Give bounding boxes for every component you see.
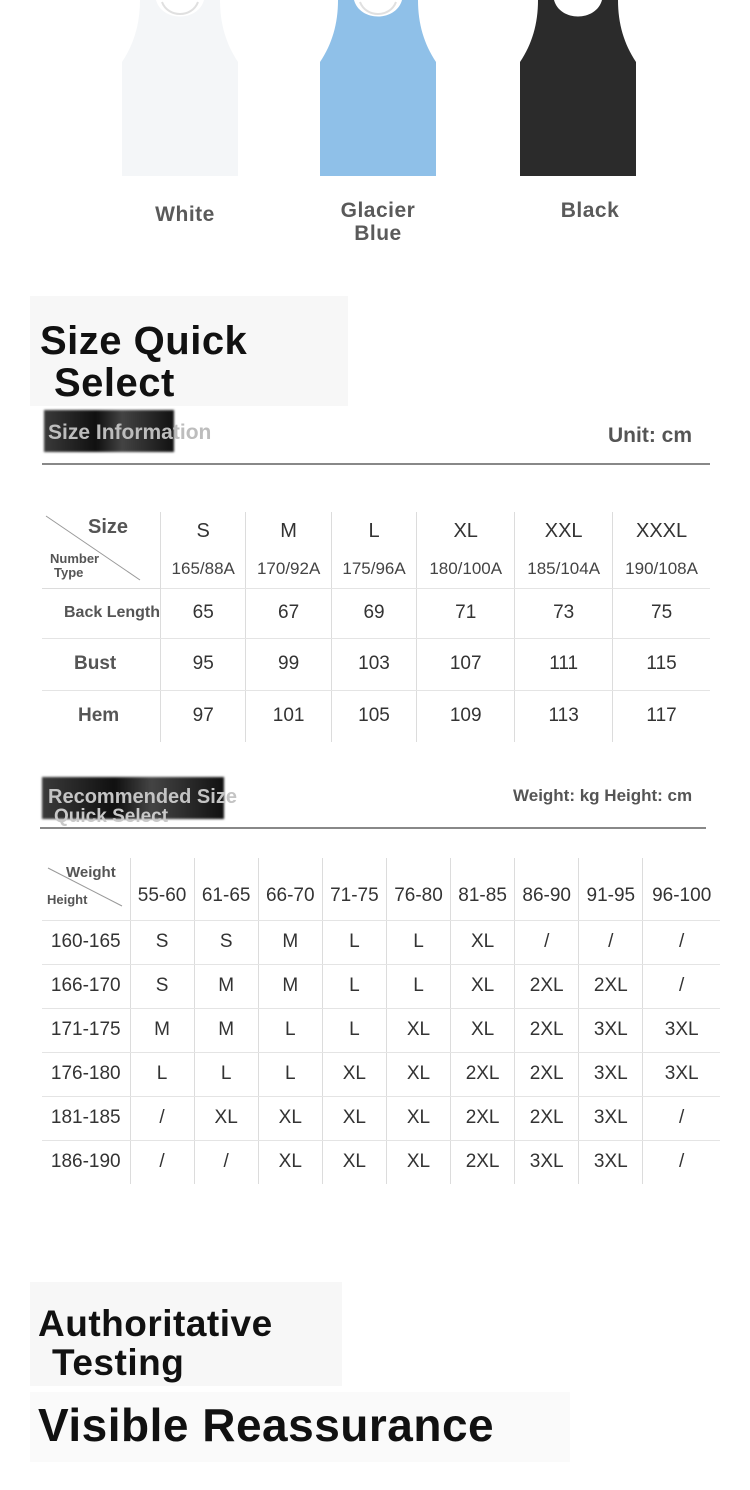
size-cell: / [643,964,720,1008]
measurement-cell: 97 [161,690,246,742]
number-type-cell: 180/100A [417,550,515,588]
size-cell: 3XL [579,1008,643,1052]
size-cell: / [194,1140,258,1184]
measurement-cell: 99 [246,638,331,690]
table-row [42,588,710,638]
table-row [42,1008,720,1052]
number-type-cell: 175/96A [331,550,416,588]
color-label-glacier: Glacier [340,199,416,222]
weight-header-cell: 81-85 [451,858,515,920]
size-cell: L [386,964,450,1008]
visible-reassurance-title: Visible Reassurance [38,1399,495,1451]
size-cell: / [130,1140,194,1184]
size-cell: 3XL [643,1052,720,1096]
color-label-blue: Blue [354,222,402,245]
authoritative-testing-title [38,1304,273,1382]
size-cell: XL [386,1052,450,1096]
size-cell: L [258,1008,322,1052]
measurement-cell: 95 [161,638,246,690]
size-cell: L [322,964,386,1008]
recommended-size-table [42,858,720,1184]
height-label-cell: 160-165 [42,920,130,964]
testing-title-line-1: Authoritative [38,1303,273,1344]
row-label-back-length: Back Length [42,588,161,638]
size-cell: XL [386,1008,450,1052]
size-header-cell: S [161,512,246,550]
corner-number-text: Number [50,551,100,566]
testing-title-line-2: Testing [52,1342,185,1383]
size-table-corner [42,512,161,588]
size-cell: 3XL [579,1140,643,1184]
number-type-cell: 185/104A [515,550,613,588]
size-cell: 2XL [515,1052,579,1096]
height-label-cell: 186-190 [42,1140,130,1184]
corner-height-label: Height [47,892,88,907]
size-cell: XL [258,1096,322,1140]
size-cell: 3XL [515,1140,579,1184]
size-cell: 2XL [451,1052,515,1096]
size-cell: L [322,920,386,964]
white-tank-top-icon [122,0,238,176]
size-cell: XL [451,920,515,964]
size-header-cell: M [246,512,331,550]
size-cell: M [194,964,258,1008]
weight-header-cell: 76-80 [386,858,450,920]
black-tank-top-image [520,0,636,176]
size-cell: S [130,964,194,1008]
size-cell: L [194,1052,258,1096]
size-header-cell: XL [417,512,515,550]
color-label-glacier-blue [318,199,438,245]
corner-weight-label: Weight [66,864,116,881]
blue-tank-top-icon [320,0,436,176]
size-cell: / [643,1096,720,1140]
row-label-bust: Bust [42,638,161,690]
number-type-cell: 165/88A [161,550,246,588]
measurement-cell: 67 [246,588,331,638]
size-cell: / [515,920,579,964]
weight-header-cell: 61-65 [194,858,258,920]
size-cell: M [130,1008,194,1052]
measurement-cell: 113 [515,690,613,742]
measurement-cell: 105 [331,690,416,742]
number-type-cell: 190/108A [613,550,710,588]
size-cell: S [194,920,258,964]
weight-height-unit-label: Weight: kg Height: cm [513,786,693,805]
table-row [42,638,710,690]
number-type-cell: 170/92A [246,550,331,588]
title-line-1: Size Quick [40,319,248,363]
size-cell: XL [322,1096,386,1140]
weight-header-cell: 66-70 [258,858,322,920]
height-label-cell: 181-185 [42,1096,130,1140]
color-label-white: White [155,203,215,226]
measurement-cell: 115 [613,638,710,690]
size-cell: / [643,920,720,964]
size-cell: / [679,1151,685,1173]
blue-tank-top-image [320,0,436,176]
size-cell: / [579,920,643,964]
unit-label: Unit: cm [608,424,692,447]
black-tank-top-icon [520,0,636,176]
size-cell: 2XL [515,964,579,1008]
measurement-cell: 65 [161,588,246,638]
measurement-cell: 73 [515,588,613,638]
table-row [42,690,710,742]
table-row [42,920,720,964]
size-cell: XL [386,1096,450,1140]
rec-table-corner [42,858,130,920]
measurement-cell: 103 [331,638,416,690]
table-row [42,1140,720,1184]
size-cell: 2XL [515,1096,579,1140]
height-label-cell: 171-175 [42,1008,130,1052]
table-row [42,1052,720,1096]
size-information-label: Size Information [48,421,212,444]
size-cell: 3XL [579,1096,643,1140]
recommended-divider [40,827,706,829]
table-row [42,964,720,1008]
corner-type-text: Type [54,565,84,580]
title-line-2: Select [54,361,175,405]
size-cell: 2XL [579,964,643,1008]
height-label-cell: 176-180 [42,1052,130,1096]
corner-size-label: Size [88,516,129,538]
size-cell: / [130,1096,194,1140]
measurement-cell: 107 [417,638,515,690]
size-cell: 3XL [643,1008,720,1052]
recommended-size-label: Recommended Size [48,786,237,808]
table-row [42,1096,720,1140]
measurement-cell: 117 [646,705,677,727]
measurement-cell: 111 [515,638,613,690]
size-cell: M [194,1008,258,1052]
white-tank-top-image [122,0,238,176]
size-cell: M [258,964,322,1008]
size-cell: S [130,920,194,964]
weight-header-cell: 86-90 [515,858,579,920]
color-label-black: Black [560,199,620,222]
size-cell: XL [194,1096,258,1140]
size-cell: XL [322,1052,386,1096]
weight-header-cell: 96-100 [643,858,720,920]
row-label-hem: Hem [42,690,161,742]
recommended-sublabel: Quick Select [54,806,169,827]
corner-number-label [50,552,99,580]
size-cell: XL [258,1140,322,1184]
size-cell: L [322,1008,386,1052]
measurement-cell: 71 [417,588,515,638]
height-label-cell: 166-170 [42,964,130,1008]
size-cell: L [130,1052,194,1096]
weight-header-cell: 55-60 [130,858,194,920]
weight-header-cell: 91-95 [579,858,643,920]
size-cell: XL [386,1140,450,1184]
measurement-cell: 69 [331,588,416,638]
measurement-cell: 101 [246,690,331,742]
size-cell: 2XL [451,1096,515,1140]
measurement-cell: 75 [613,588,710,638]
size-header-cell: XXL [515,512,613,550]
size-table [42,512,710,742]
size-cell: XL [451,964,515,1008]
size-cell: XL [322,1140,386,1184]
size-cell: XL [451,1008,515,1052]
weight-header-cell: 71-75 [322,858,386,920]
size-cell: L [258,1052,322,1096]
size-cell: L [386,920,450,964]
size-cell: 2XL [515,1008,579,1052]
section-divider [42,463,710,465]
size-quick-select-title [40,320,247,404]
size-cell: 3XL [579,1052,643,1096]
size-cell: M [258,920,322,964]
size-header-cell: L [331,512,416,550]
size-cell: 2XL [451,1140,515,1184]
size-header-cell: XXXL [635,519,688,542]
measurement-cell: 109 [417,690,515,742]
